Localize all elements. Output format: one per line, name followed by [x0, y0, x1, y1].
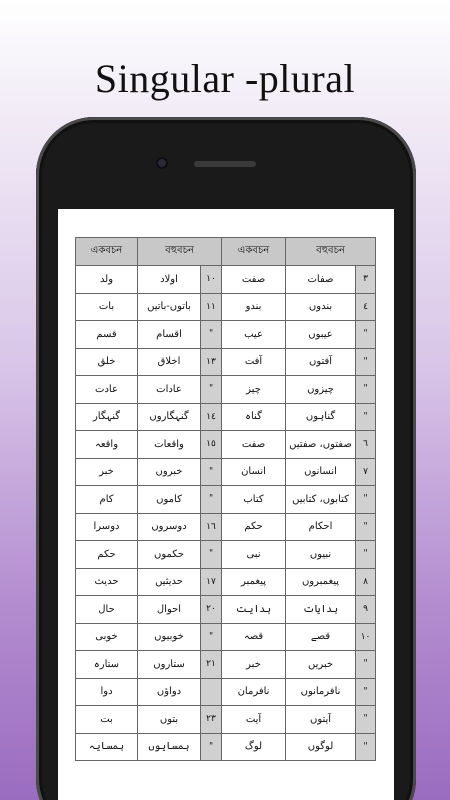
- singular-word: ولد: [76, 266, 138, 294]
- table-row: [76, 623, 376, 651]
- singular-word: عادت: [76, 376, 138, 404]
- row-number: ١٠: [356, 623, 376, 651]
- table-row: [76, 321, 376, 349]
- singular-word: حدیث: [76, 568, 138, 596]
- plural-word: اولاد: [138, 266, 201, 294]
- plural-word: واقعات: [138, 431, 201, 459]
- plural-word: گنہگاروں: [138, 403, 201, 431]
- singular-word: دوسرا: [76, 513, 138, 541]
- singular-word: کام: [76, 486, 138, 514]
- plural-word: قصے: [286, 623, 356, 651]
- singular-word: صفت: [222, 266, 286, 294]
- row-number: ١٤: [201, 403, 222, 431]
- row-number: ": [356, 706, 376, 734]
- singular-word: آفت: [222, 348, 286, 376]
- singular-word: خوبی: [76, 623, 138, 651]
- row-number: ": [356, 513, 376, 541]
- table-row: [76, 403, 376, 431]
- singular-word: خبر: [222, 651, 286, 679]
- singular-word: حکم: [222, 513, 286, 541]
- row-number: ": [356, 678, 376, 706]
- row-number: ١٥: [201, 431, 222, 459]
- singular-word: بت: [76, 706, 138, 734]
- plural-word: پیغمبروں: [286, 568, 356, 596]
- plural-word: عیبوں: [286, 321, 356, 349]
- singular-word: ہدایت: [222, 596, 286, 624]
- singular-word: صفت: [222, 431, 286, 459]
- plural-word: عادات: [138, 376, 201, 404]
- singular-word: ستارہ: [76, 651, 138, 679]
- table-row: [76, 541, 376, 569]
- plural-word: ہمسایوں: [138, 733, 201, 761]
- table-row: [76, 348, 376, 376]
- row-number: ": [201, 733, 222, 761]
- singular-word: نافرمان: [222, 678, 286, 706]
- header-singular-left: একবচন: [76, 238, 138, 266]
- row-number: ": [201, 623, 222, 651]
- header-plural-left: বহুবচন: [138, 238, 222, 266]
- table-row: [76, 568, 376, 596]
- plural-word: باتوں-باتیں: [138, 293, 201, 321]
- table-row: [76, 458, 376, 486]
- plural-word: دوسروں: [138, 513, 201, 541]
- header-singular-right: একবচন: [222, 238, 286, 266]
- singular-word: خلق: [76, 348, 138, 376]
- plural-word: آیتوں: [286, 706, 356, 734]
- plural-word: بتوں: [138, 706, 201, 734]
- singular-word: گناہ: [222, 403, 286, 431]
- singular-word: انسان: [222, 458, 286, 486]
- singular-word: قصہ: [222, 623, 286, 651]
- row-number: ٩: [356, 596, 376, 624]
- table-body: [76, 266, 376, 761]
- singular-word: کتاب: [222, 486, 286, 514]
- table-row: [76, 266, 376, 294]
- plural-word: نافرمانوں: [286, 678, 356, 706]
- row-number: ٢١: [201, 651, 222, 679]
- plural-word: ستاروں: [138, 651, 201, 679]
- plural-word: ہدایات: [286, 596, 356, 624]
- singular-word: قسم: [76, 321, 138, 349]
- singular-word: لوگ: [222, 733, 286, 761]
- plural-word: حکموں: [138, 541, 201, 569]
- row-number: ": [356, 403, 376, 431]
- row-number: ": [356, 348, 376, 376]
- plural-word: نبیوں: [286, 541, 356, 569]
- row-number: ": [201, 321, 222, 349]
- row-number: ١٧: [201, 568, 222, 596]
- table-row: [76, 486, 376, 514]
- row-number: [201, 678, 222, 706]
- row-number: ": [201, 376, 222, 404]
- singular-word: آیت: [222, 706, 286, 734]
- table-row: [76, 706, 376, 734]
- row-number: ٤: [356, 293, 376, 321]
- table-row: [76, 431, 376, 459]
- table-row: [76, 376, 376, 404]
- row-number: ٦: [356, 431, 376, 459]
- row-number: ": [356, 651, 376, 679]
- plural-word: لوگوں: [286, 733, 356, 761]
- page-title: Singular -plural: [94, 56, 356, 101]
- plural-word: گناہوں: [286, 403, 356, 431]
- singular-word: نبی: [222, 541, 286, 569]
- plural-word: دواؤں: [138, 678, 201, 706]
- phone-screen: [58, 209, 394, 800]
- plural-word: انسانوں: [286, 458, 356, 486]
- table-row: [76, 651, 376, 679]
- row-number: ٨: [356, 568, 376, 596]
- plural-word: اخلاق: [138, 348, 201, 376]
- earpiece-speaker: [194, 161, 256, 167]
- plural-word: کتابوں، کتابیں: [286, 486, 356, 514]
- row-number: ١٦: [201, 513, 222, 541]
- header-plural-right: বহুবচন: [286, 238, 376, 266]
- row-number: ": [356, 541, 376, 569]
- plural-word: حدیثیں: [138, 568, 201, 596]
- singular-word: دوا: [76, 678, 138, 706]
- row-number: ": [356, 486, 376, 514]
- singular-word: خبر: [76, 458, 138, 486]
- plural-word: احوال: [138, 596, 201, 624]
- row-number: ١٣: [201, 348, 222, 376]
- row-number: ": [356, 733, 376, 761]
- singular-plural-table: [75, 237, 376, 761]
- plural-word: خبریں: [286, 651, 356, 679]
- plural-word: صفتوں، صفتیں: [286, 431, 356, 459]
- table-header-row: [76, 238, 376, 266]
- row-number: ٧: [356, 458, 376, 486]
- plural-word: اقسام: [138, 321, 201, 349]
- table-row: [76, 733, 376, 761]
- row-number: ": [201, 486, 222, 514]
- plural-word: خوبیوں: [138, 623, 201, 651]
- singular-word: پیغمبر: [222, 568, 286, 596]
- plural-word: احکام: [286, 513, 356, 541]
- singular-word: واقعہ: [76, 431, 138, 459]
- plural-word: چیزوں: [286, 376, 356, 404]
- plural-word: صفات: [286, 266, 356, 294]
- row-number: ٢٠: [201, 596, 222, 624]
- row-number: ١٠: [201, 266, 222, 294]
- phone-frame: [36, 117, 416, 800]
- plural-word: بندوں: [286, 293, 356, 321]
- plural-word: خبروں: [138, 458, 201, 486]
- row-number: ٢٣: [201, 706, 222, 734]
- singular-word: بات: [76, 293, 138, 321]
- singular-word: عیب: [222, 321, 286, 349]
- table-row: [76, 293, 376, 321]
- singular-word: بندو: [222, 293, 286, 321]
- plural-word: کاموں: [138, 486, 201, 514]
- plural-word: آفتوں: [286, 348, 356, 376]
- singular-word: حکم: [76, 541, 138, 569]
- table-row: [76, 678, 376, 706]
- row-number: ": [201, 458, 222, 486]
- row-number: ": [201, 541, 222, 569]
- row-number: ": [356, 321, 376, 349]
- table-row: [76, 596, 376, 624]
- singular-word: حال: [76, 596, 138, 624]
- row-number: ١١: [201, 293, 222, 321]
- singular-word: گنہگار: [76, 403, 138, 431]
- row-number: ": [356, 376, 376, 404]
- singular-word: ہمسایہ: [76, 733, 138, 761]
- row-number: ٣: [356, 266, 376, 294]
- singular-word: چیز: [222, 376, 286, 404]
- table-row: [76, 513, 376, 541]
- front-camera-icon: [156, 157, 168, 169]
